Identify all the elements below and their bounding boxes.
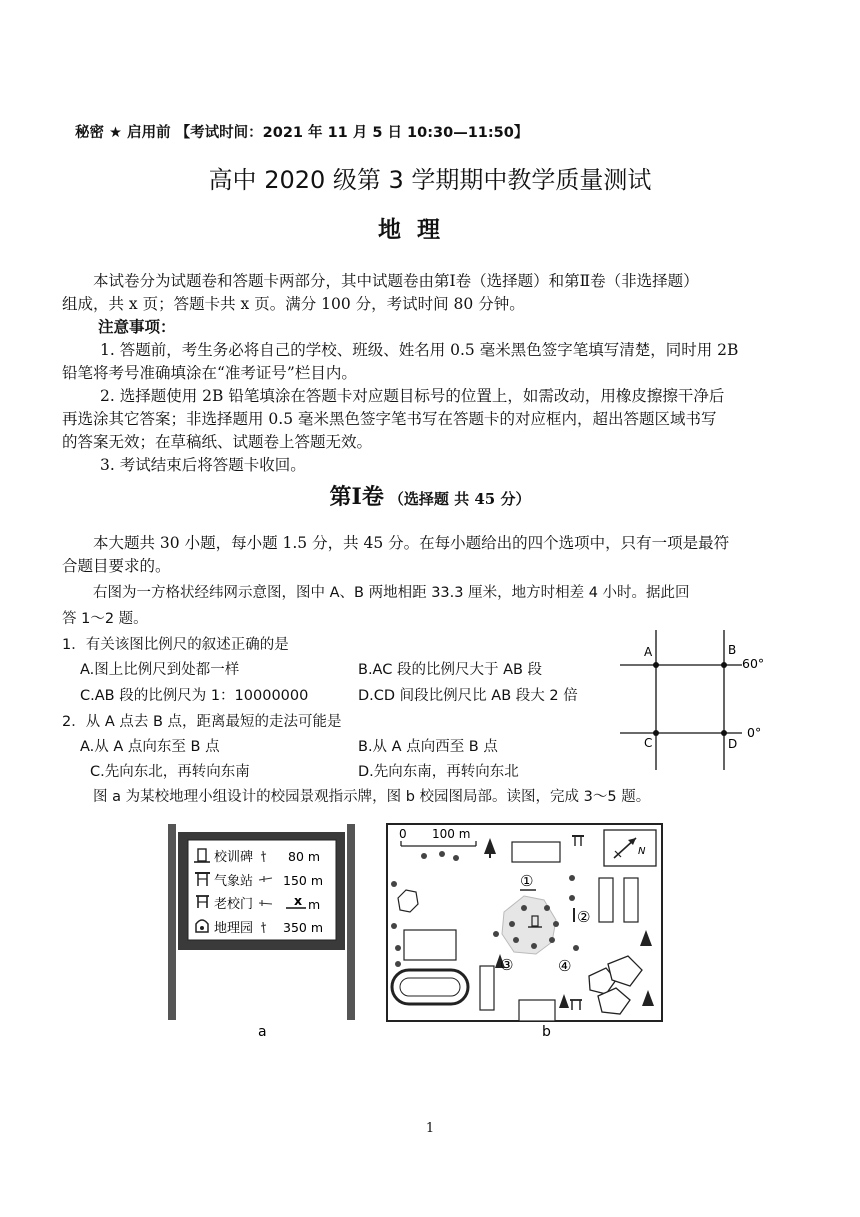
marker-1: ① <box>520 872 534 890</box>
notice-line: 再选涂其它答案；非选择题用 0.5 毫米黑色签字笔书写在答题卡的对应框内，超出答题区域书写 <box>62 410 717 428</box>
question-intro: 图 a 为某校地理小组设计的校园景观指示牌，图 b 校园图局部。读图，完成 3～5 题。 <box>93 789 651 805</box>
secret-header: 秘密 ★ 启用前 【考试时间：2021 年 11 月 5 日 10:30—11:50】 <box>75 125 529 141</box>
q2-option-d: D.先向东南，再转向东北 <box>358 764 519 780</box>
sign-post-right <box>347 824 355 1020</box>
section-subtitle: （选择题 共 45 分） <box>388 490 531 508</box>
q1-stem: 1．有关该图比例尺的叙述正确的是 <box>62 637 289 653</box>
label-a: A <box>644 645 653 659</box>
sign-name: 地理园 <box>214 921 254 936</box>
sign-distance: 350 m <box>283 920 324 935</box>
campus-sign-figure <box>160 818 365 1043</box>
notice-line: 2. 选择题使用 2B 铅笔填涂在答题卡对应题目标号的位置上，如需改动，用橡皮擦擦干净后 <box>100 387 725 405</box>
scale-value: 100 m <box>432 827 471 841</box>
scale-zero: 0 <box>399 827 407 841</box>
page-number: 1 <box>425 1121 435 1136</box>
q1-option-c: C.AB 段的比例尺为 1：10000000 <box>80 688 309 704</box>
subject-title: 地 理 <box>377 217 440 243</box>
intro-line-2: 组成，共 x 页；答题卡共 x 页。满分 100 分，考试时间 80 分钟。 <box>62 295 525 313</box>
q2-option-c: C.先向东北，再转向东南 <box>90 764 250 780</box>
q1-option-b: B.AC 段的比例尺大于 AB 段 <box>358 662 543 678</box>
north-arrow-box <box>604 830 656 866</box>
marker-4: ④ <box>558 957 572 975</box>
label-c: C <box>644 736 653 750</box>
notice-line: 铅笔将考号准确填涂在“准考证号”栏目内。 <box>62 364 357 382</box>
label-d: D <box>728 737 738 751</box>
q1-option-a: A.图上比例尺到处都一样 <box>80 662 240 678</box>
track-field <box>400 978 460 996</box>
q2-option-b: B.从 A 点向西至 B 点 <box>358 739 498 755</box>
notice-heading: 注意事项： <box>98 317 176 336</box>
lat-label-0: 0° <box>747 725 762 740</box>
sign-distance: 150 m <box>283 873 324 888</box>
lat-label-60: 60° <box>742 656 765 671</box>
section-title: 第Ⅰ卷 <box>329 484 384 510</box>
sign-distance-unit: m <box>308 897 321 912</box>
section-intro-line: 合题目要求的。 <box>62 557 171 575</box>
label-b: B <box>728 643 737 657</box>
q2-stem: 2．从 A 点去 B 点，距离最短的走法可能是 <box>62 714 342 730</box>
notice-line: 的答案无效；在草稿纸、试题卷上答题无效。 <box>62 433 373 451</box>
notice-line: 1. 答题前，考生务必将自己的学校、班级、姓名用 0.5 毫米黑色签字笔填写清楚，同时用 2B <box>100 341 739 359</box>
point-b <box>721 662 727 668</box>
point-c <box>653 730 659 736</box>
sign-distance: 80 m <box>288 849 321 864</box>
sign-name: 气象站 <box>214 874 254 889</box>
marker-3: ③ <box>500 956 514 974</box>
exam-title: 高中 2020 级第 3 学期期中教学质量测试 <box>208 166 652 194</box>
building <box>599 878 613 922</box>
marker-2: ② <box>577 908 591 926</box>
q2-option-a: A.从 A 点向东至 B 点 <box>80 739 220 755</box>
notice-line: 3. 考试结束后将答题卡收回。 <box>100 456 306 474</box>
building <box>480 966 494 1010</box>
campus-map-figure <box>384 818 666 1043</box>
section-heading <box>0 480 860 511</box>
lat-long-grid-figure <box>616 626 776 776</box>
north-label: N <box>638 846 646 857</box>
building <box>512 842 560 862</box>
sign-distance-unknown: x <box>294 893 303 908</box>
figure-caption-a: a <box>258 1024 267 1040</box>
building <box>624 878 638 922</box>
q1-option-d: D.CD 间段比例尺比 AB 段大 2 倍 <box>358 688 578 704</box>
sign-post-left <box>168 824 176 1020</box>
figure-caption-b: b <box>542 1024 551 1040</box>
sign-name: 老校门 <box>214 897 254 912</box>
point-a <box>653 662 659 668</box>
question-intro: 答 1～2 题。 <box>62 611 148 627</box>
question-intro: 右图为一方格状经纬网示意图，图中 A、B 两地相距 33.3 厘米，地方时相差 4 小时。据此回 <box>93 585 690 601</box>
intro-line-1: 本试卷分为试题卷和答题卡两部分，其中试题卷由第Ⅰ卷（选择题）和第Ⅱ卷（非选择题） <box>93 272 699 290</box>
old-gate-building <box>519 1000 555 1021</box>
sign-name: 校训碑 <box>214 850 254 865</box>
point-d <box>721 730 727 736</box>
building <box>404 930 456 960</box>
section-intro-line: 本大题共 30 小题，每小题 1.5 分，共 45 分。在每小题给出的四个选项中，只有一项是最符 <box>93 534 730 552</box>
